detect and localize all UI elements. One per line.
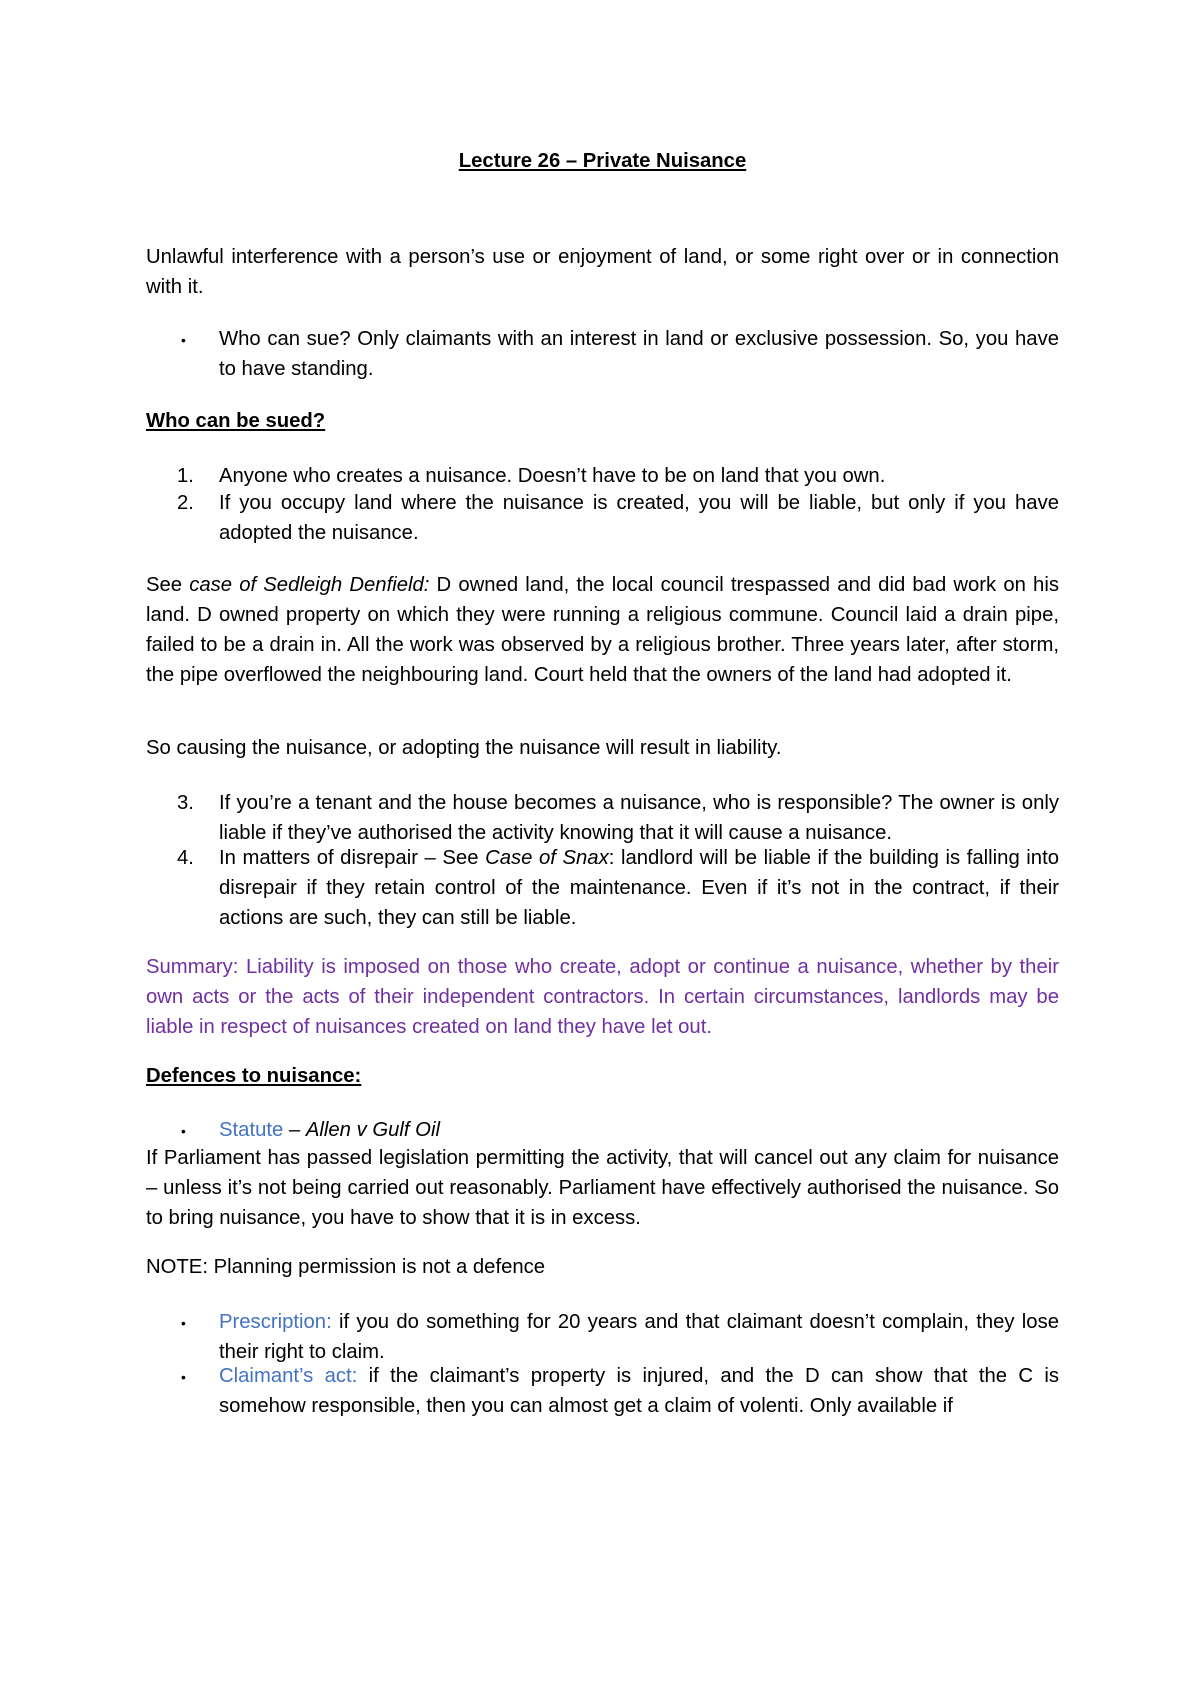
- item-prefix: In matters of disrepair – See: [219, 847, 486, 869]
- who-can-be-sued-heading: Who can be sued?: [146, 410, 326, 432]
- item-number: 4.: [177, 847, 194, 869]
- prescription-item: [181, 1307, 1059, 1367]
- page-title: Lecture 26 – Private Nuisance: [458, 150, 747, 172]
- bullet-icon: •: [181, 1123, 186, 1139]
- numbered-item-2: [177, 488, 1059, 548]
- claimants-act-item: [181, 1361, 1059, 1421]
- statute-dash: –: [283, 1119, 306, 1141]
- intro-paragraph: Unlawful interference with a person’s use or enjoyment of land, or some right over or in connection with it.: [146, 246, 1059, 298]
- statute-paragraph: If Parliament has passed legislation permitting the activity, that will cancel out any claim for nuisance – unless it’s not being carried out reasonably. Parliament have effectively authorised the nuisance. So to bring nuisance, you have to show that it is in excess.: [146, 1147, 1059, 1229]
- bullet-icon: •: [181, 332, 186, 348]
- statute-label: Statute: [219, 1119, 284, 1141]
- numbered-item-1: [177, 461, 1059, 491]
- allen-case-name: Allen v Gulf Oil: [305, 1119, 440, 1141]
- claimants-act-label: Claimant’s act:: [219, 1365, 358, 1387]
- numbered-item-3: [177, 788, 1059, 848]
- sedleigh-case-paragraph: [146, 570, 1059, 690]
- bullet-icon: •: [181, 1315, 186, 1331]
- summary-paragraph: Summary: Liability is imposed on those who create, adopt or continue a nuisance, whether by their own acts or the acts of their independent contractors. In certain circumstances, landlords may be liable in respect of nuisances created on land they have let out.: [146, 956, 1059, 1038]
- prescription-label: Prescription:: [219, 1311, 332, 1333]
- numbered-item-4: [177, 843, 1059, 933]
- item-number: 2.: [177, 492, 194, 514]
- sedleigh-prefix: See: [146, 574, 190, 596]
- item-number: 1.: [177, 465, 194, 487]
- item-text: Anyone who creates a nuisance. Doesn’t have to be on land that you own.: [219, 465, 886, 487]
- defences-heading: Defences to nuisance:: [146, 1065, 362, 1087]
- item-text: If you’re a tenant and the house becomes a nuisance, who is responsible? The owner is only liable if they’ve authorised the activity knowing that it will cause a nuisance.: [219, 792, 1059, 844]
- item-number: 3.: [177, 792, 194, 814]
- prescription-text: if you do something for 20 years and that claimant doesn’t complain, they lose their right to claim.: [219, 1311, 1059, 1363]
- sedleigh-text: D owned land, the local council trespassed and did bad work on his land. D owned property on which they were running a religious commune. Council laid a drain pipe, failed to be a drain in. All the work was observed by a religious brother. Three years later, after storm, the pipe overflowed the neighbouring land. Court held that the owners of the land had adopted it.: [146, 574, 1059, 686]
- planning-note: NOTE: Planning permission is not a defence: [146, 1256, 546, 1278]
- item-text: If you occupy land where the nuisance is created, you will be liable, but only if you have adopted the nuisance.: [219, 492, 1059, 544]
- claimants-act-text: if the claimant’s property is injured, and the D can show that the C is somehow responsible, then you can almost get a claim of volenti. Only available if: [219, 1365, 1059, 1417]
- snax-case-name: Case of Snax: [485, 847, 609, 869]
- statute-item: [181, 1115, 1059, 1145]
- item-text: : landlord will be liable if the building is falling into disrepair if they retain control of the maintenance. Even if it’s not in the contract, if their actions are such, they can still be liable.: [219, 847, 1059, 929]
- causing-paragraph: So causing the nuisance, or adopting the nuisance will result in liability.: [146, 737, 782, 759]
- bullet-icon: •: [181, 1369, 186, 1385]
- sedleigh-case-name: case of Sedleigh Denfield:: [189, 574, 430, 596]
- who-can-sue-item: [181, 324, 1059, 384]
- who-can-sue-text: Who can sue? Only claimants with an interest in land or exclusive possession. So, you have to have standing.: [219, 328, 1059, 380]
